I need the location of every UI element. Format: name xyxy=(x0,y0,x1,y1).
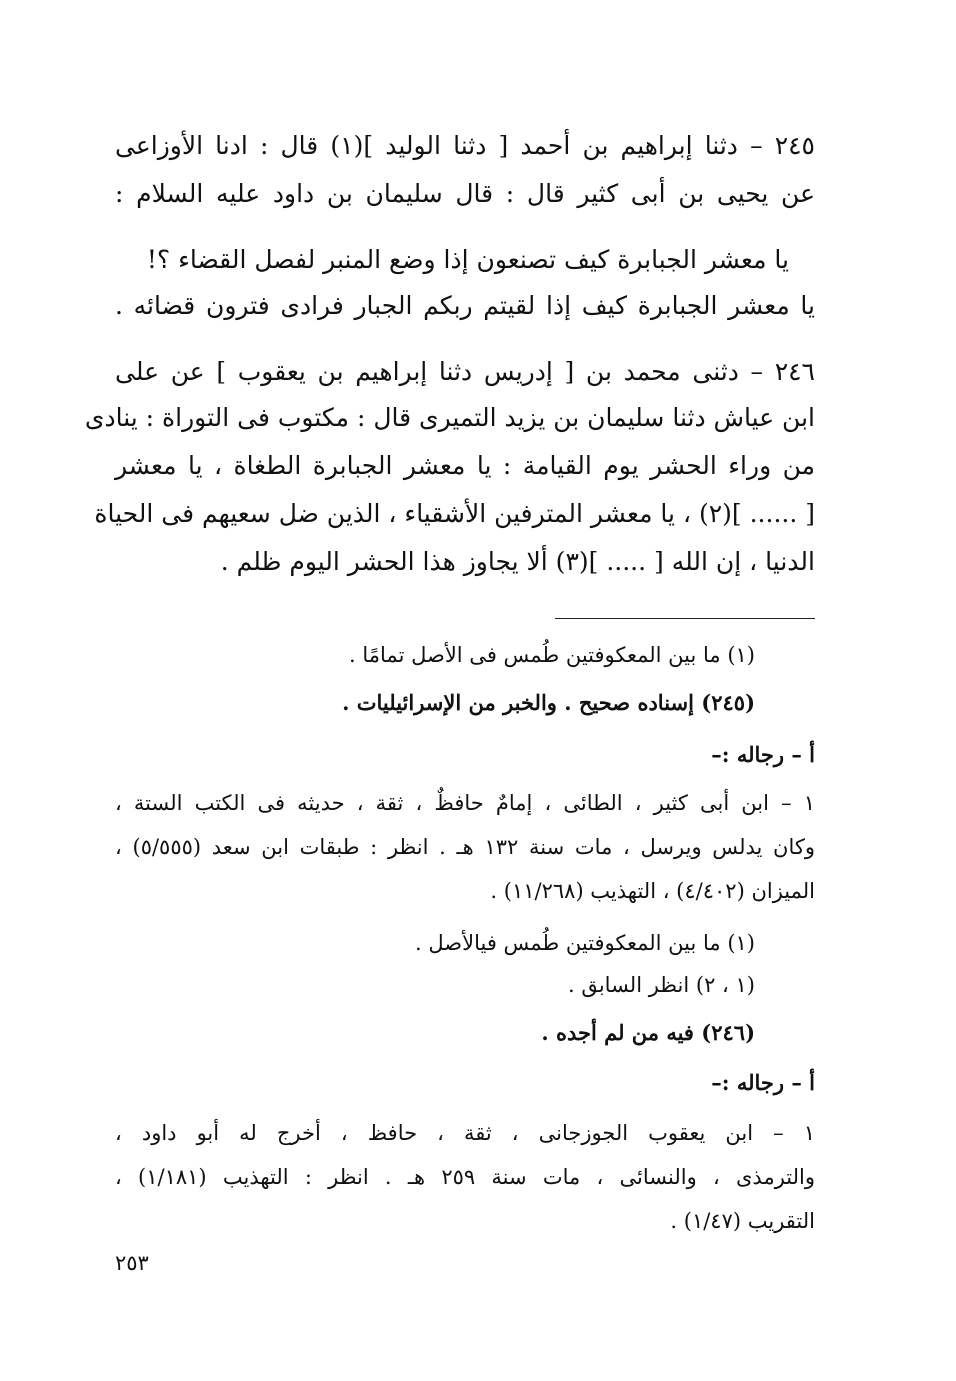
bio-1-line-1: ١ – ابن أبى كثير ، الطائى ، إمامٌ حافظٌ ، ثقة ، حديثه فى الكتب الستة ، xyxy=(115,791,815,815)
rijal-heading-2: أ – رجاله :– xyxy=(711,1070,815,1095)
page-number: ٢٥٣ xyxy=(115,1251,149,1275)
hadith-246-line-3: من وراء الحشر يوم القيامة : يا معشر الجبابرة الطغاة ، يا معشر xyxy=(115,451,815,480)
hadith-246-line-1: ٢٤٦ – دثنى محمد بن [ إدريس دثنا إبراهيم بن يعقوب ] عن على xyxy=(115,357,815,386)
bio-1-line-2: وكان يدلس ويرسل ، مات سنة ١٣٢ هـ . انظر : طبقات ابن سعد (٥/٥٥٥) ، xyxy=(115,835,816,859)
hadith-246-line-2: ابن عياش دثنا سليمان بن يزيد التميرى قال : مكتوب فى التوراة : ينادى xyxy=(84,403,815,432)
hadith-245-quote-2: يا معشر الجبابرة كيف إذا لقيتم ربكم الجبار فرادى فترون قضائه . xyxy=(115,291,815,320)
hadith-245-quote-1: يا معشر الجبابرة كيف تصنعون إذا وضع المنبر لفصل القضاء ؟! xyxy=(146,245,789,274)
bio-1-line-3: الميزان (٤/٤٠٢) ، التهذيب (١١/٢٦٨) . xyxy=(490,879,815,903)
bio-2-line-2: والترمذى ، والنسائى ، مات سنة ٢٥٩ هـ . انظر : التهذيب (١/١٨١) ، xyxy=(115,1165,815,1189)
rijal-heading-1: أ – رجاله :– xyxy=(711,742,815,767)
hadith-246-line-5: الدنيا ، إن الله [ ..... ](٣) ألا يجاوز هذا الحشر اليوم ظلم . xyxy=(220,547,815,576)
footnote-245: (٢٤٥) إسناده صحيح . والخبر من الإسرائيليات . xyxy=(342,690,755,715)
bio-2-line-1: ١ – ابن يعقوب الجوزجانى ، ثقة ، حافظ ، أخرج له أبو داود ، xyxy=(115,1121,815,1145)
footnote-1b: (١) ما بين المعكوفتين طُمس فيالأصل . xyxy=(415,931,755,955)
bio-2-line-3: التقريب (١/٤٧) . xyxy=(670,1209,815,1233)
hadith-246-line-4: [ ...... ](٢) ، يا معشر المترفين الأشقياء ، الذين ضل سعيهم فى الحياة xyxy=(94,499,815,528)
hadith-245-line-2: عن يحيى بن أبى كثير قال : قال سليمان بن داود عليه السلام : xyxy=(115,179,815,208)
footnote-246: (٢٤٦) فيه من لم أجده . xyxy=(541,1020,755,1045)
footnote-divider xyxy=(555,618,815,619)
page xyxy=(84,0,816,1381)
footnote-1-2: (١ ، ٢) انظر السابق . xyxy=(567,973,755,997)
hadith-245-line-1: ٢٤٥ – دثنا إبراهيم بن أحمد [ دثنا الوليد ](١) قال : ادنا الأوزاعى xyxy=(115,131,815,160)
footnote-1: (١) ما بين المعكوفتين طُمس فى الأصل تمامًا . xyxy=(349,643,755,667)
